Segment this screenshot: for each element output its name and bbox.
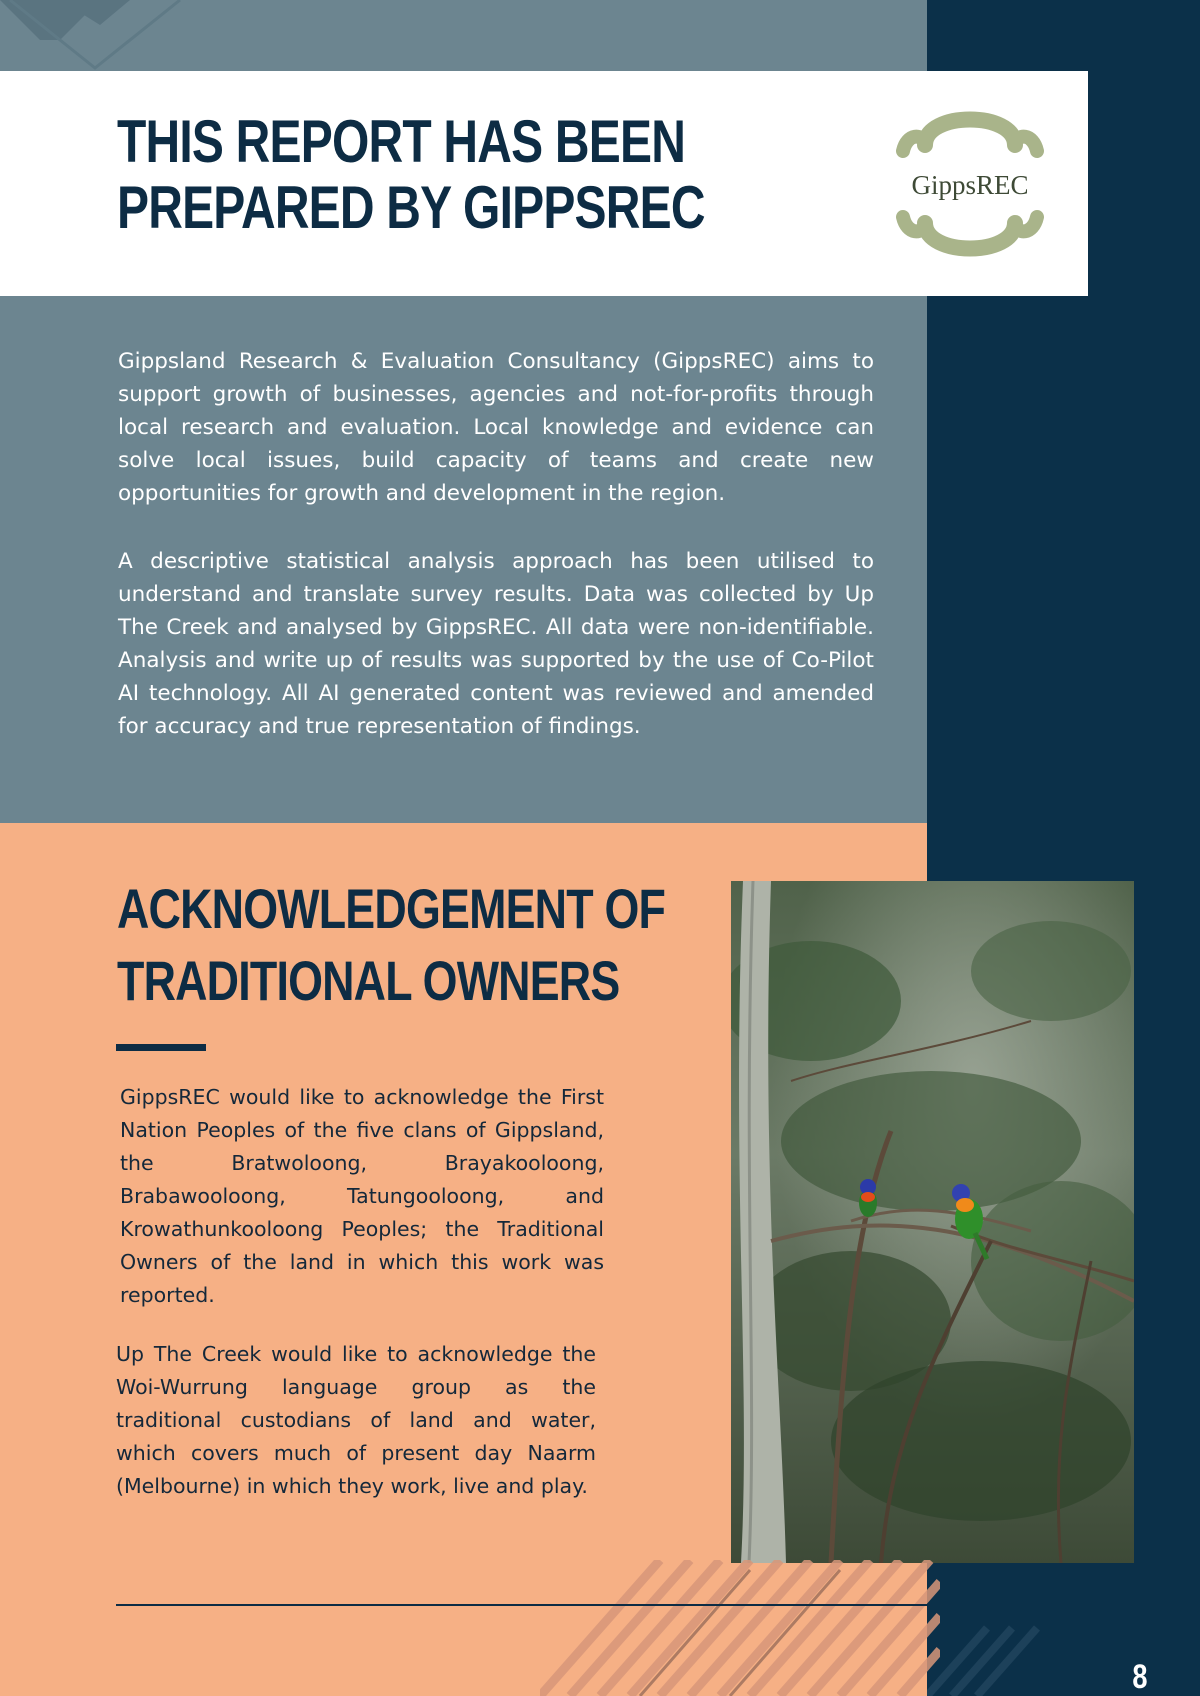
acknowledgement-heading [117, 873, 666, 1017]
decorative-stripes [540, 1560, 940, 1696]
page-title [117, 108, 705, 241]
intro-paragraph-1: Gippsland Research & Evaluation Consultancy (GippsREC) aims to support growth of businesses, agencies and not-for-profits through local research and evaluation. Local knowledge and evidence can solve local issues, build capacity of teams and create new opportunities for growth and development in the region. [118, 349, 874, 506]
decorative-chevron-shape [0, 0, 200, 72]
intro-paragraph-2: A descriptive statistical analysis approach has been utilised to understand and translate survey results. Data was collected by Up The Creek and analysed by GippsREC. All data were non-identifiable. Analysis and write up of results was supported by the use of Co-Pilot AI technology. All AI generated content was reviewed and amended for accuracy and true representation of findings. [118, 549, 874, 739]
lorikeet-left [859, 1179, 877, 1217]
page-title-line-2: PREPARED BY GIPPSREC [117, 174, 705, 241]
rainbow-lorikeets-photo [731, 881, 1134, 1563]
page-title-line-1: THIS REPORT HAS BEEN [117, 108, 686, 175]
logo-wordmark: GippsREC [911, 170, 1029, 200]
decorative-stripes-dark [927, 1620, 1047, 1696]
acknowledgement-paragraph-2: Up The Creek would like to acknowledge the Woi-Wurrung language group as the traditional custodians of land and water, which covers much of present day Naarm (Melbourne) in which they work, live and play. [116, 1342, 596, 1498]
acknowledgement-heading-line-2: TRADITIONAL OWNERS [117, 949, 620, 1012]
heading-underline [116, 1044, 206, 1051]
acknowledgement-heading-line-1: ACKNOWLEDGEMENT OF [117, 877, 666, 940]
header-panel [0, 71, 1088, 296]
acknowledgement-paragraph-1: GippsREC would like to acknowledge the First Nation Peoples of the five clans of Gippsland, the Bratwoloong, Brayakooloong, Brabawooloong, Tatungooloong, and Krowathunkooloong Peoples; the Traditional Owners of the land in which this work was reported. [120, 1085, 604, 1307]
page-number: 8 [1132, 1658, 1148, 1696]
footer-divider [116, 1604, 928, 1606]
gippsrec-logo [895, 93, 1045, 275]
